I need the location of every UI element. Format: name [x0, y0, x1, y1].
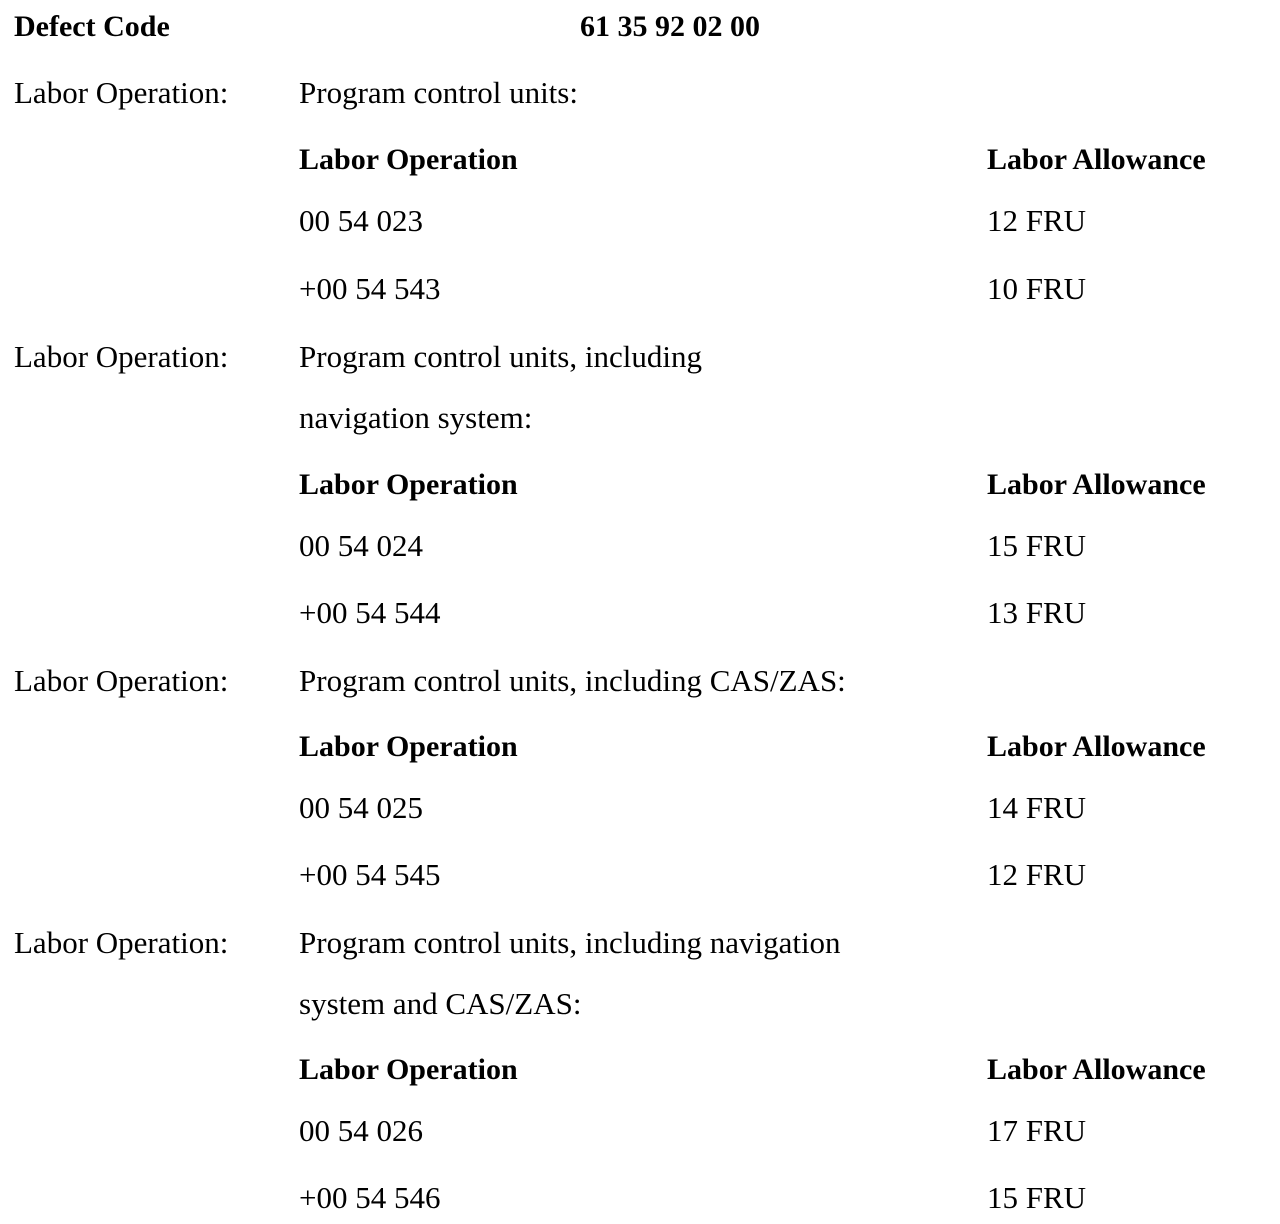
operation-code: 00 54 026: [299, 1113, 423, 1148]
column-header-allowance: Labor Allowance: [987, 730, 1206, 763]
operation-code: 00 54 025: [299, 790, 423, 825]
section-description: system and CAS/ZAS:: [299, 986, 582, 1021]
section-label: Labor Operation:: [14, 75, 229, 110]
operation-code: +00 54 546: [299, 1180, 441, 1215]
allowance-value: 13 FRU: [987, 595, 1087, 630]
section-description: Program control units, including CAS/ZAS:: [299, 663, 846, 698]
allowance-value: 10 FRU: [987, 271, 1087, 306]
section-label: Labor Operation:: [14, 925, 229, 960]
column-header-allowance: Labor Allowance: [987, 1053, 1206, 1086]
operation-code: 00 54 023: [299, 203, 423, 238]
allowance-value: 12 FRU: [987, 857, 1087, 892]
defect-code-label: Defect Code: [14, 10, 170, 43]
allowance-value: 12 FRU: [987, 203, 1087, 238]
column-header-operation: Labor Operation: [299, 468, 518, 501]
operation-code: 00 54 024: [299, 528, 423, 563]
column-header-operation: Labor Operation: [299, 730, 518, 763]
section-description: Program control units, including navigation: [299, 925, 841, 960]
allowance-value: 15 FRU: [987, 1180, 1087, 1215]
section-description: navigation system:: [299, 400, 533, 435]
column-header-operation: Labor Operation: [299, 143, 518, 176]
column-header-allowance: Labor Allowance: [987, 143, 1206, 176]
allowance-value: 14 FRU: [987, 790, 1087, 825]
section-label: Labor Operation:: [14, 663, 229, 698]
section-label: Labor Operation:: [14, 339, 229, 374]
operation-code: +00 54 544: [299, 595, 441, 630]
allowance-value: 15 FRU: [987, 528, 1087, 563]
allowance-value: 17 FRU: [987, 1113, 1087, 1148]
column-header-allowance: Labor Allowance: [987, 468, 1206, 501]
section-description: Program control units, including: [299, 339, 702, 374]
defect-code-value: 61 35 92 02 00: [580, 10, 760, 43]
section-description: Program control units:: [299, 75, 578, 110]
operation-code: +00 54 545: [299, 857, 441, 892]
column-header-operation: Labor Operation: [299, 1053, 518, 1086]
operation-code: +00 54 543: [299, 271, 441, 306]
